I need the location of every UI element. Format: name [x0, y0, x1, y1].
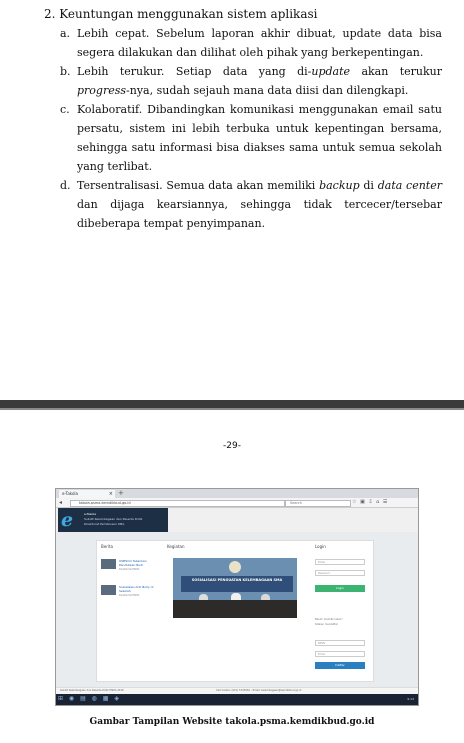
footer-right-text: Call Center: (021) 5725061 - Email: kelembagaan@kemdikbud.go.id [216, 689, 302, 692]
page-number: -29- [223, 441, 241, 451]
register-link[interactable]: Silakan mendaftar [315, 623, 338, 626]
os-taskbar [56, 694, 418, 705]
list-marker: d. [60, 179, 71, 192]
activity-heading: Kegiatan [167, 544, 185, 549]
item-emphasis: backup [319, 179, 360, 192]
site-logo[interactable] [58, 508, 168, 532]
logo-letter: e [61, 509, 74, 531]
list-item [60, 176, 442, 233]
npsn-field[interactable]: NPSN [315, 640, 365, 646]
register-prompt: Belum memiliki akun? [315, 618, 343, 621]
item-text: Tersentralisasi. Semua data akan memiliki [77, 179, 320, 192]
list-item [60, 100, 442, 176]
item-text: Kolaboratif. Dibandingkan komunikasi menggunakan email satu persatu, sistem ini lebih terbuka untuk kepentingan bersama, sehingga satu informasi bisa diakses sama untuk semua sekolah yang terlibat. [77, 103, 442, 173]
section-heading: 2. Keuntungan menggunakan sistem aplikasi [44, 7, 318, 21]
news-title[interactable]: Sosialisasi Anti Bully di Sekolah [119, 585, 154, 593]
item-text: -nya, sudah sejauh mana data diisi dan dilengkapi. [126, 84, 409, 97]
toolbar-icons[interactable]: ☆ ▣ ⇩ ⌂ ☰ [352, 499, 389, 505]
password-field[interactable]: Password [315, 570, 365, 576]
news-source: Direktorat PSMA [119, 594, 140, 597]
advantages-list [60, 24, 442, 233]
new-tab-icon[interactable]: + [118, 489, 124, 497]
search-input[interactable]: Search [285, 500, 351, 507]
panel-table [173, 600, 297, 618]
site-content [96, 540, 374, 682]
logo-title: e-Takola [84, 512, 96, 516]
item-text: akan terukur [350, 65, 442, 78]
news-thumbnail [101, 585, 116, 595]
item-text: dan dijaga kearsiannya, sehingga tidak tercecer/tersebar dibeberapa tempat penyimpanan. [77, 198, 442, 230]
emblem-icon [229, 561, 241, 573]
news-title[interactable]: UNESCO Tekankan Pendidikan Budi [119, 559, 147, 567]
tab-label: e-Takola [62, 491, 78, 496]
page-divider-shadow [0, 408, 464, 410]
logo-subtitle-2: Direktorat Pembinaan SMA [84, 522, 125, 526]
news-item[interactable] [101, 559, 161, 579]
browser-tab[interactable] [59, 490, 115, 498]
browser-tab-bar [56, 489, 418, 498]
register-email-field[interactable]: Email [315, 651, 365, 657]
email-field[interactable]: Email [315, 559, 365, 565]
browser-nav-bar [56, 498, 418, 508]
item-text: Lebih cepat. Sebelum laporan akhir dibuat, update data bisa segera dilakukan dan dilihat oleh pihak yang berkepentingan. [77, 27, 442, 59]
banner-text: SOSIALISASI PENGUATAN KELEMBAGAAN SMA [191, 578, 283, 582]
website-screenshot [55, 488, 419, 706]
news-thumbnail [101, 559, 116, 569]
item-emphasis: data center [377, 179, 442, 192]
activity-column [167, 541, 307, 681]
login-button[interactable]: Login [315, 585, 365, 592]
page-divider [0, 400, 464, 408]
site-header [56, 508, 418, 532]
taskbar-clock: 9:13 [407, 697, 414, 701]
back-arrow-icon[interactable]: ◂ [59, 499, 63, 506]
list-item [60, 24, 442, 62]
taskbar-app-icons[interactable]: ⊞ ◉ ▤ ◍ ▦ ◈ [58, 695, 121, 702]
news-column [101, 541, 161, 681]
item-text: di [359, 179, 378, 192]
site-footer [56, 687, 418, 694]
news-heading: Berita [101, 544, 113, 549]
login-heading: Login [315, 544, 326, 549]
list-marker: c. [60, 103, 70, 116]
logo-subtitle: Subdit Kelembagaan dan Peserta Didik [84, 517, 143, 521]
list-marker: b. [60, 65, 71, 78]
figure-caption: Gambar Tampilan Website takola.psma.kemdikbud.go.id [89, 717, 375, 727]
item-emphasis: update [311, 65, 351, 78]
news-source: Direktorat PSMA [119, 568, 140, 571]
item-text: Lebih terukur. Setiap data yang di- [77, 65, 312, 78]
register-button[interactable]: Daftar [315, 662, 365, 669]
news-item[interactable] [101, 585, 161, 605]
close-icon[interactable]: × [108, 491, 113, 497]
login-panel [311, 541, 371, 681]
footer-left-text: Subdit Kelembagaan dan Peserta Didik PSMA 2016 [60, 689, 124, 692]
activity-photo[interactable] [173, 558, 297, 618]
list-marker: a. [60, 27, 71, 40]
address-bar[interactable]: takola.psma.kemdikbud.go.id [70, 500, 285, 507]
list-item [60, 62, 442, 100]
item-emphasis: progress [77, 84, 127, 97]
